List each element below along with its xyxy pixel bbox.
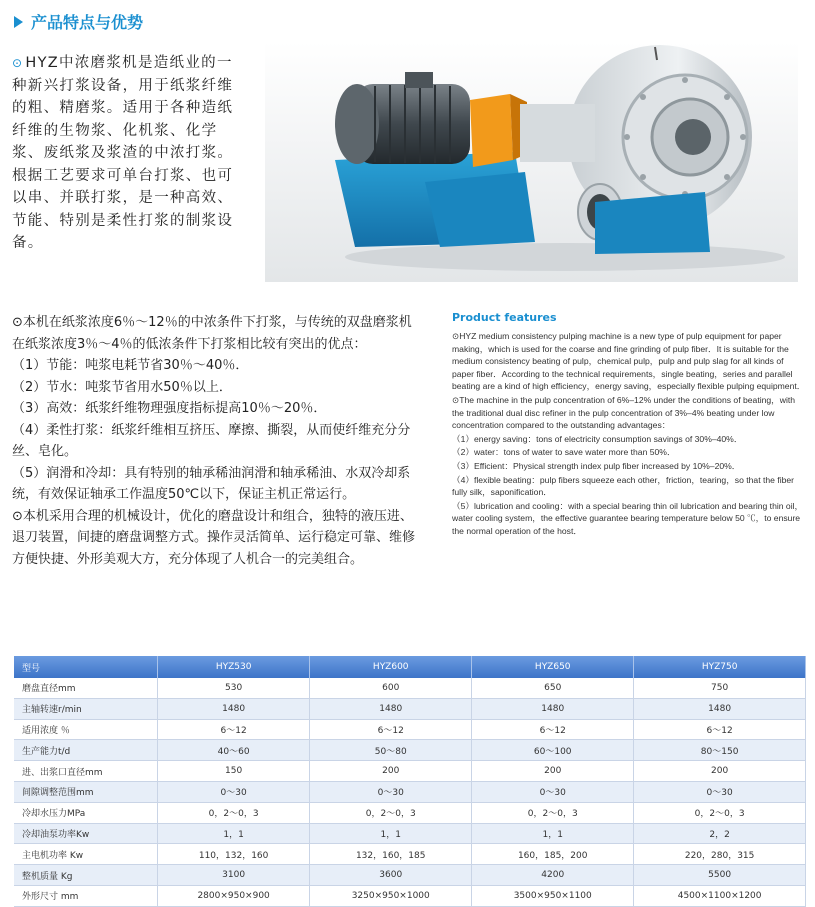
table-row-label: 外形尺寸 mm [14, 885, 158, 906]
table-row [14, 844, 806, 865]
table-row-label: 间隙调整范围mm [14, 781, 158, 802]
cn-paragraph-6: （5）润滑和冷却：具有特别的轴承稀油润滑和轴承稀油、水双冷却系统，有效保证轴承工作温度50℃以下，保证主机正常运行。 [12, 465, 411, 502]
table-row-label: 主轴转速r/min [14, 698, 158, 719]
table-row [14, 698, 806, 719]
table-row-label: 磨盘直径mm [14, 678, 158, 698]
circle-bullet-icon: ⊙ [12, 56, 24, 70]
table-cell: 0～30 [310, 781, 472, 802]
table-cell: 132，160，185 [310, 844, 472, 865]
table-cell: 3250×950×1000 [310, 885, 472, 906]
table-header-cell: 型号 [14, 656, 158, 678]
table-cell: 1，1 [310, 823, 472, 844]
table-row [14, 678, 806, 698]
table-cell: 80～150 [634, 740, 806, 761]
table-cell: 2800×950×900 [158, 885, 310, 906]
section-title-text: 产品特点与优势 [31, 13, 144, 32]
table-cell: 1480 [158, 698, 310, 719]
table-cell: 2，2 [634, 823, 806, 844]
specification-table [14, 656, 806, 907]
table-cell: 200 [634, 761, 806, 782]
table-row-label: 整机质量 Kg [14, 865, 158, 886]
table-cell: 40～60 [158, 740, 310, 761]
table-cell: 5500 [634, 865, 806, 886]
en-paragraph-3: （1）energy saving：tons of electricity consumption savings of 30%–40%． [452, 433, 743, 444]
table-header-cell: HYZ600 [310, 656, 472, 678]
table-cell: 150 [158, 761, 310, 782]
table-header-cell: HYZ750 [634, 656, 806, 678]
table-cell: 220，280，315 [634, 844, 806, 865]
en-paragraph-5: （3）Efficient：Physical strength index pulp fiber increased by 10%–20%． [452, 460, 741, 471]
table-cell: 6～12 [634, 719, 806, 740]
cn-paragraph-4: （3）高效：纸浆纤维物理强度指标提高10％～20％． [12, 401, 327, 416]
refiner-illustration [265, 42, 798, 282]
cn-paragraph-3: （2）节水：吨浆节省用水50％以上． [12, 379, 232, 395]
table-row [14, 719, 806, 740]
table-cell: 1480 [310, 698, 472, 719]
en-paragraph-7: （5）lubrication and cooling：with a special bearing thin oil lubrication and bearing thin oil，water cooling system，the effective guarantee bearing temperature below 50 ℃，to ensure the normal operation of the host． [452, 500, 804, 536]
table-header-row [14, 656, 806, 678]
cn-paragraph-2: （1）节能：吨浆电耗节省30％～40％． [12, 358, 249, 373]
triangle-bullet-icon [14, 16, 23, 28]
table-cell: 0，2～0，3 [634, 802, 806, 823]
table-cell: 6～12 [158, 719, 310, 740]
table-cell: 3500×950×1100 [472, 885, 634, 906]
english-features [452, 330, 806, 539]
cn-paragraph-1: ⊙本机在纸浆浓度6％～12％的中浓条件下打浆，与传统的双盘磨浆机在纸浆浓度3％～4％的低浓条件下打浆相比较有突出的优点： [12, 315, 412, 352]
english-features-title: Product features [452, 311, 557, 324]
table-cell: 110，132，160 [158, 844, 310, 865]
table-row [14, 761, 806, 782]
table-row [14, 885, 806, 906]
table-header-cell: HYZ530 [158, 656, 310, 678]
table-row [14, 802, 806, 823]
table-cell: 0，2～0，3 [310, 802, 472, 823]
chinese-features [12, 312, 422, 570]
table-cell: 600 [310, 678, 472, 698]
table-cell: 0，2～0，3 [158, 802, 310, 823]
table-cell: 530 [158, 678, 310, 698]
en-paragraph-4: （2）water：tons of water to save water more than 50%． [452, 447, 676, 458]
table-cell: 200 [472, 761, 634, 782]
en-paragraph-2: ⊙The machine in the pulp concentration of 6%–12% under the conditions of beating，with the traditional dual disc refiner in the pulp concentration of 3%–4% beating under low concentration compared to the outstanding advantages： [452, 394, 796, 431]
en-paragraph-6: （4）flexible beating：pulp fibers squeeze each other，friction，tearing，so that the fiber fully silk，saponification． [452, 474, 795, 498]
table-row-label: 冷却水压力MPa [14, 802, 158, 823]
table-cell: 0，2～0，3 [472, 802, 634, 823]
cn-paragraph-7: ⊙本机采用合理的机械设计，优化的磨盘设计和组合，独特的液压进、退刀装置，间捷的磨盘调整方式。操作灵活简单、运行稳定可靠、维修方便快捷、外形美观大方，充分体现了人机合一的完美组合。 [12, 508, 416, 567]
table-cell: 1，1 [472, 823, 634, 844]
table-row [14, 823, 806, 844]
refiner-machine-image [265, 42, 798, 282]
table-cell: 1480 [472, 698, 634, 719]
table-cell: 4500×1100×1200 [634, 885, 806, 906]
table-cell: 200 [310, 761, 472, 782]
table-cell: 50～80 [310, 740, 472, 761]
table-row [14, 781, 806, 802]
table-header-cell: HYZ650 [472, 656, 634, 678]
table-cell: 6～12 [472, 719, 634, 740]
table-cell: 4200 [472, 865, 634, 886]
table-cell: 650 [472, 678, 634, 698]
table-cell: 60～100 [472, 740, 634, 761]
cn-paragraph-5: （4）柔性打浆：纸浆纤维相互挤压、摩擦、撕裂，从而使纤维充分分丝、皂化。 [12, 422, 411, 459]
table-body [14, 678, 806, 906]
table-cell: 160，185，200 [472, 844, 634, 865]
table-row-label: 冷却油泵功率Kw [14, 823, 158, 844]
table-cell: 0～30 [472, 781, 634, 802]
table-row-label: 生产能力t/d [14, 740, 158, 761]
table-row [14, 740, 806, 761]
table-cell: 1，1 [158, 823, 310, 844]
intro-paragraph: HYZ中浓磨浆机是造纸业的一种新兴打浆设备，用于纸浆纤维的粗、精磨浆。适用于各种造纸纤维的生物浆、化机浆、化学浆、废纸浆及浆渣的中浓打浆。根据工艺要求可单台打浆、也可以串、并联打浆，是一种高效、节能、特别是柔性打浆的制浆设备。 [12, 55, 234, 251]
table-cell: 750 [634, 678, 806, 698]
table-cell: 0～30 [158, 781, 310, 802]
table-row-label: 进、出浆口直径mm [14, 761, 158, 782]
table-cell: 6～12 [310, 719, 472, 740]
table-row-label: 主电机功率 Kw [14, 844, 158, 865]
table-cell: 3600 [310, 865, 472, 886]
table-row-label: 适用浓度 ％ [14, 719, 158, 740]
en-paragraph-1: ⊙HYZ medium consistency pulping machine is a new type of pulp equipment for paper making，which is used for the coarse and fine grinding of pulp fiber．It is suitable for the medium consistency beating of pulp，chemical pulp，pulp and pulp slag for all kinds of paper fiber．According to the technical requirements，single beating，series and parallel beating are a kind of high efficiency，energy saving，especially flexible pulping equipment． [452, 331, 806, 392]
intro-text [12, 52, 238, 255]
table-row [14, 865, 806, 886]
section-title [14, 10, 143, 33]
table-cell: 1480 [634, 698, 806, 719]
table-cell: 0～30 [634, 781, 806, 802]
table-cell: 3100 [158, 865, 310, 886]
